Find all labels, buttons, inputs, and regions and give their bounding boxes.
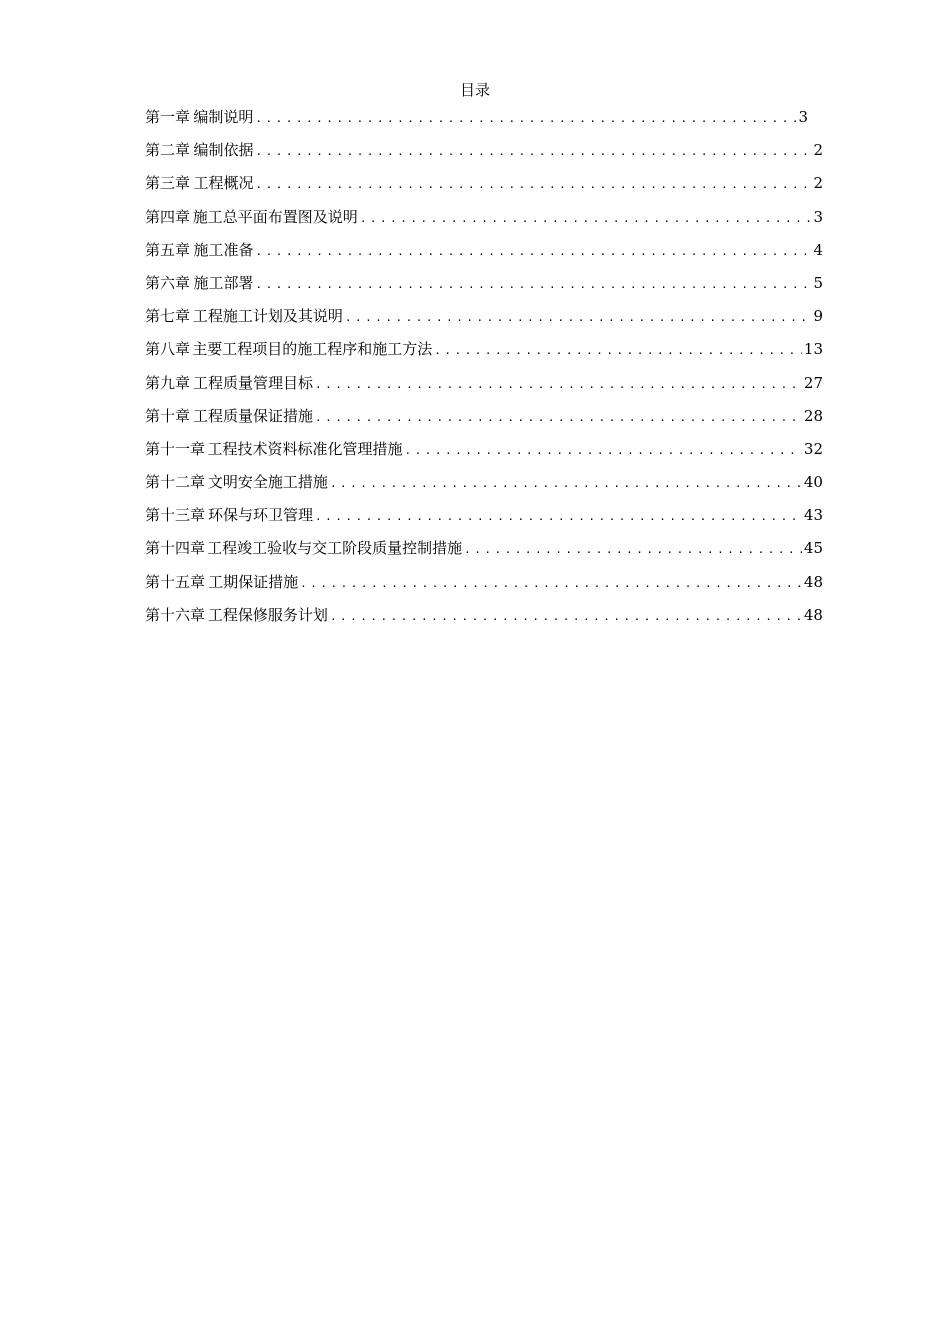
toc-dot-leader [315,374,802,396]
toc-dot-leader [404,440,801,462]
toc-page-number: 45 [803,539,823,558]
toc-entry[interactable] [145,471,823,504]
toc-dot-leader [360,208,812,230]
toc-dot-leader [315,407,802,429]
toc-entry[interactable] [145,604,823,637]
toc-entry[interactable] [145,338,823,371]
table-of-contents [145,106,823,637]
toc-chapter-number: 第十二章 [145,473,206,492]
toc-dot-leader [255,274,811,296]
toc-entry-title: 工程技术资料标准化管理措施 [207,439,403,458]
toc-entry-title: 施工总平面布置图及说明 [192,207,358,226]
toc-page-number: 3 [813,207,823,226]
toc-dot-leader [300,573,802,595]
toc-page-number: 9 [813,307,823,326]
toc-entry[interactable] [145,305,823,338]
toc-dot-leader [434,340,802,362]
toc-page-number: 40 [803,473,823,492]
toc-page-number: 43 [803,506,823,525]
toc-entry-title: 编制说明 [193,108,254,126]
toc-entry[interactable] [145,272,823,305]
toc-dot-leader [255,241,811,263]
toc-entry[interactable] [145,438,823,471]
toc-dot-leader [255,141,811,163]
toc-entry[interactable] [145,106,823,139]
toc-chapter-number: 第七章 [145,307,191,326]
toc-dot-leader [330,473,802,495]
toc-page-number: 27 [803,373,823,392]
toc-dot-leader [255,108,796,130]
toc-entry-title: 工程竣工验收与交工阶段质量控制措施 [207,539,463,558]
toc-chapter-number: 第九章 [145,373,191,392]
toc-entry-title: 工程质量保证措施 [193,406,314,425]
toc-entry-title: 工程施工计划及其说明 [192,307,343,326]
toc-entry[interactable] [145,537,823,570]
toc-dot-leader [330,606,802,628]
toc-chapter-number: 第八章 [145,340,191,359]
toc-page-number: 13 [803,340,823,359]
toc-page-number: 5 [813,273,823,292]
toc-chapter-number: 第四章 [145,207,191,226]
toc-page-number: 2 [813,141,823,160]
toc-chapter-number: 第十章 [145,406,191,425]
toc-entry[interactable] [145,139,823,172]
toc-chapter-number: 第十三章 [145,506,206,525]
toc-chapter-number: 第十六章 [145,605,206,624]
toc-chapter-number: 第十四章 [145,539,206,558]
toc-entry[interactable] [145,504,823,537]
toc-entry-title: 施工准备 [193,240,254,259]
toc-chapter-number: 第二章 [145,141,191,160]
toc-entry[interactable] [145,239,823,272]
toc-dot-leader [315,506,802,528]
toc-entry[interactable] [145,372,823,405]
toc-page-number: 3 [798,108,808,126]
toc-chapter-number: 第六章 [145,273,191,292]
toc-page-number: 48 [803,605,823,624]
toc-entry-title: 工期保证措施 [208,572,299,591]
toc-entry[interactable] [145,405,823,438]
toc-page-number: 2 [813,174,823,193]
toc-chapter-number: 第一章 [145,108,191,126]
toc-page-number: 28 [803,406,823,425]
toc-entry[interactable] [145,571,823,604]
toc-page-number: 4 [813,240,823,259]
toc-entry-title: 施工部署 [193,273,254,292]
toc-dot-leader [464,539,802,561]
toc-page-number: 32 [803,439,823,458]
toc-entry-title: 主要工程项目的施工程序和施工方法 [192,340,433,359]
toc-dot-leader [255,174,811,196]
toc-entry-title: 文明安全施工措施 [207,473,328,492]
toc-entry[interactable] [145,206,823,239]
toc-entry-title: 工程质量管理目标 [193,373,314,392]
toc-entry-title: 工程概况 [193,174,254,193]
toc-chapter-number: 第十五章 [145,572,206,591]
toc-entry-title: 编制依据 [193,141,254,160]
toc-chapter-number: 第三章 [145,174,191,193]
toc-chapter-number: 第十一章 [145,439,206,458]
toc-entry[interactable] [145,172,823,205]
toc-entry-title: 环保与环卫管理 [208,506,314,525]
toc-page-number: 48 [803,572,823,591]
toc-dot-leader [345,307,812,329]
toc-chapter-number: 第五章 [145,240,191,259]
toc-entry-title: 工程保修服务计划 [207,605,328,624]
toc-title: 目录 [459,81,490,99]
